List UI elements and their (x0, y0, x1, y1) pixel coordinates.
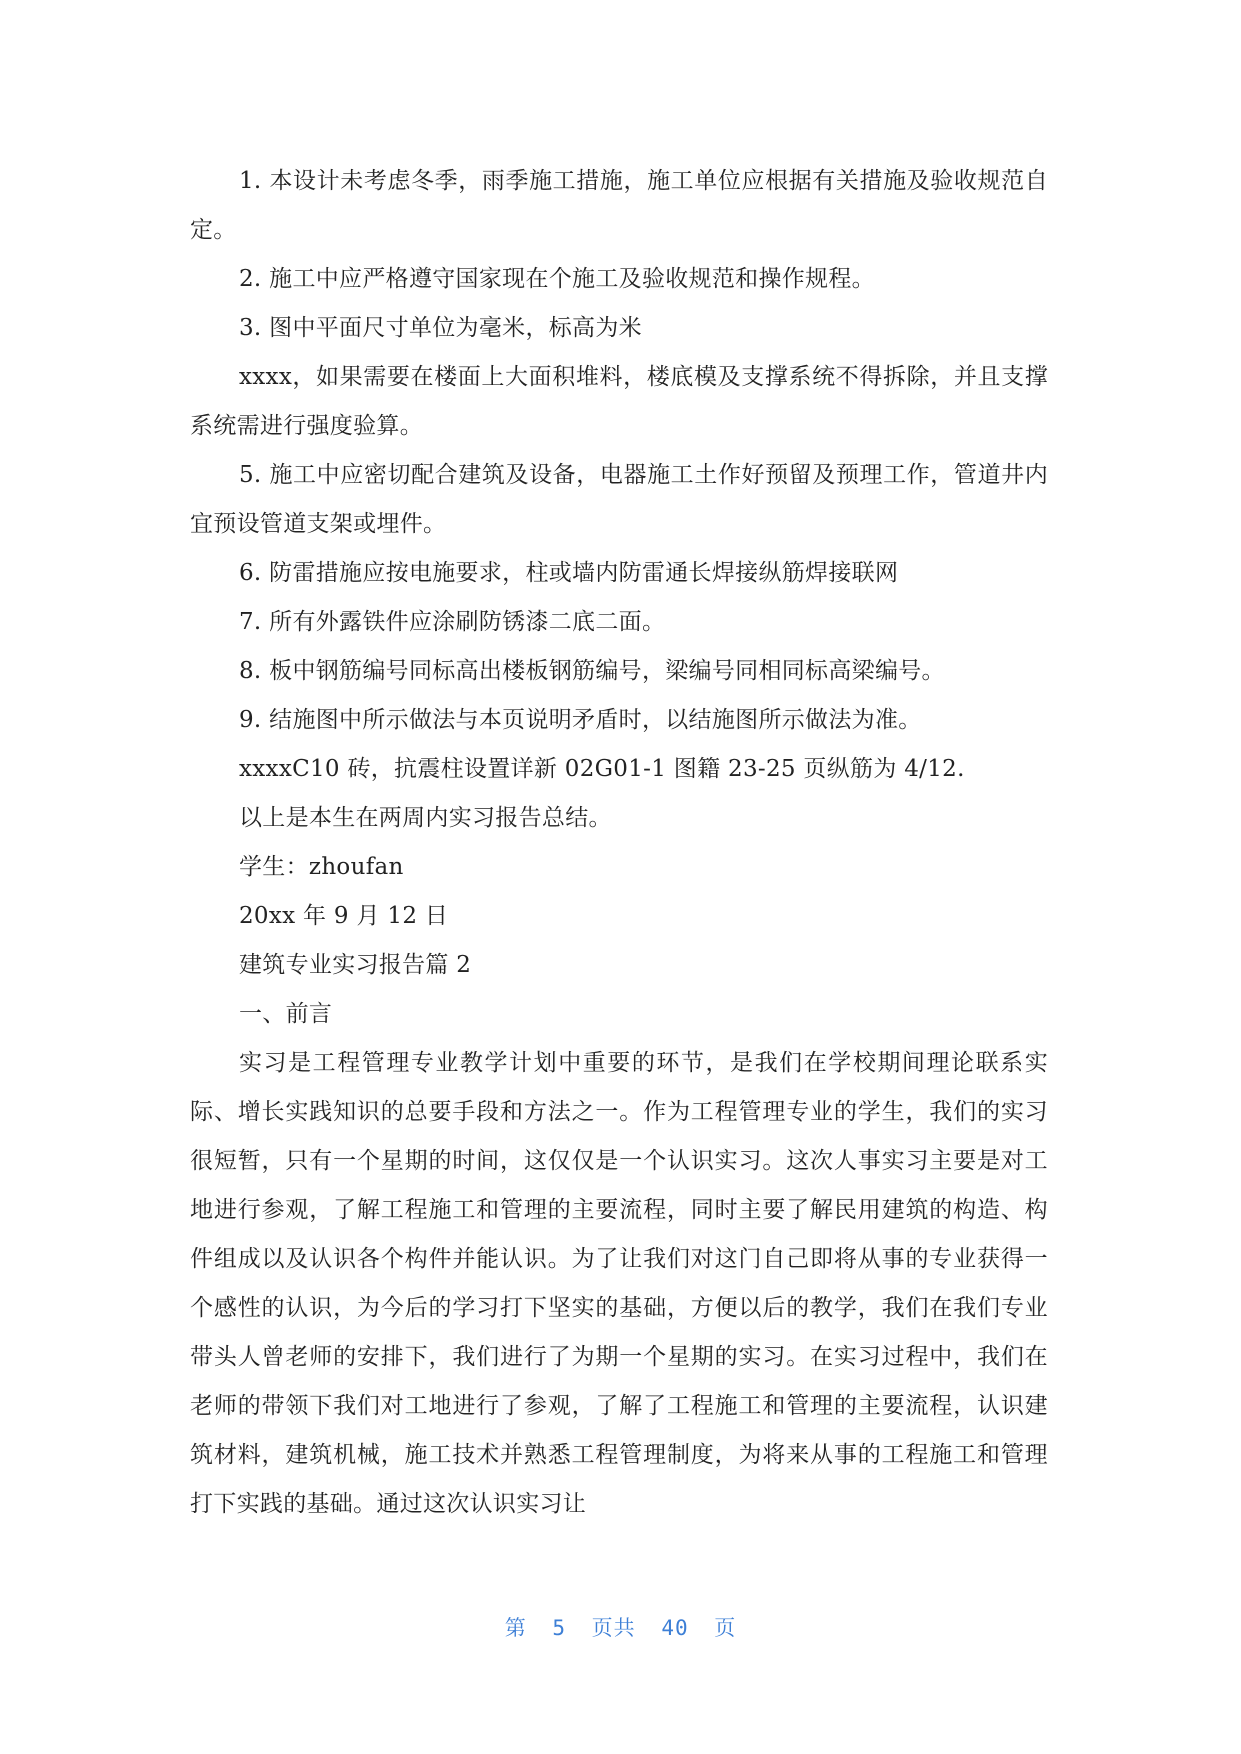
paragraph-note-8: 8. 板中钢筋编号同标高出楼板钢筋编号，梁编号同相同标高梁编号。 (239, 658, 945, 684)
footer-total-pages: 40 (661, 1616, 689, 1640)
paragraph-note-5: 5. 施工中应密切配合建筑及设备，电器施工土作好预留及预理工作，管道井内宜预设管道支架或埋件。 (190, 462, 1048, 537)
footer-label-of: 页共 (591, 1616, 636, 1640)
footer-current-page: 5 (552, 1616, 567, 1640)
student-name: 学生：zhoufan (239, 854, 404, 880)
document-body (190, 157, 1048, 1529)
paragraph-note-10: xxxxC10 砖，抗震柱设置详新 02G01-1 图籍 23-25 页纵筋为 4/12. (239, 756, 965, 782)
paragraph-note-1: 1. 本设计未考虑冬季，雨季施工措施，施工单位应根据有关措施及验收规范自定。 (190, 168, 1048, 243)
paragraph-note-4: xxxx，如果需要在楼面上大面积堆料，楼底模及支撑系统不得拆除，并且支撑系统需进行强度验算。 (190, 364, 1048, 439)
paragraph-note-6: 6. 防雷措施应按电施要求，柱或墙内防雷通长焊接纵筋焊接联网 (239, 560, 899, 586)
paragraph-note-3: 3. 图中平面尺寸单位为毫米，标高为米 (239, 315, 642, 341)
footer-label-page: 第 (504, 1616, 527, 1640)
footer-label-pages: 页 (714, 1616, 737, 1640)
paragraph-summary: 以上是本生在两周内实习报告总结。 (239, 805, 612, 831)
paragraph-note-9: 9. 结施图中所示做法与本页说明矛盾时，以结施图所示做法为准。 (239, 707, 922, 733)
section-heading-preface: 一、前言 (239, 1001, 333, 1027)
paragraph-note-7: 7. 所有外露铁件应涂刷防锈漆二底二面。 (239, 609, 666, 635)
paragraph-preface-body: 实习是工程管理专业教学计划中重要的环节，是我们在学校期间理论联系实际、增长实践知识的总要手段和方法之一。作为工程管理专业的学生，我们的实习很短暂，只有一个星期的时间，这仅仅是一个认识实习。这次人事实习主要是对工地进行参观，了解工程施工和管理的主要流程，同时主要了解民用建筑的构造、构件组成以及认识各个构件并能认识。为了让我们对这门自己即将从事的专业获得一个感性的认识，为今后的学习打下坚实的基础，方便以后的教学，我们在我们专业带头人曾老师的安排下，我们进行了为期一个星期的实习。在实习过程中，我们在老师的带领下我们对工地进行了参观，了解了工程施工和管理的主要流程，认识建筑材料，建筑机械，施工技术并熟悉工程管理制度，为将来从事的工程施工和管理打下实践的基础。通过这次认识实习让 (190, 1050, 1048, 1517)
section-title: 建筑专业实习报告篇 2 (239, 952, 472, 978)
page-footer (0, 1612, 1241, 1642)
report-date: 20xx 年 9 月 12 日 (239, 903, 449, 929)
paragraph-note-2: 2. 施工中应严格遵守国家现在个施工及验收规范和操作规程。 (239, 266, 875, 292)
